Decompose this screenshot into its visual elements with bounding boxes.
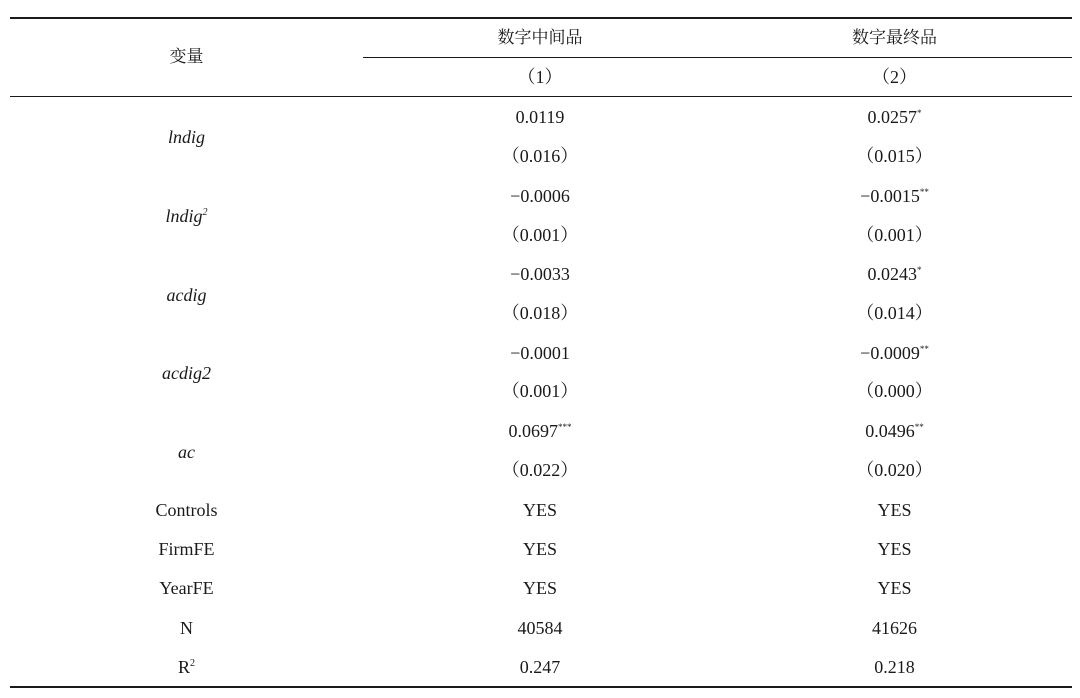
row-variable-acdig: acdig — [166, 285, 207, 305]
se-cell: （0.022） — [501, 460, 579, 480]
header-sub-rule — [363, 57, 1072, 58]
header-col1-title: 数字中间品 — [497, 28, 583, 48]
table-bottom-rule — [10, 686, 1072, 688]
coef-cell: 0.0496** — [865, 421, 924, 441]
coef-cell: 0.0697*** — [508, 421, 572, 441]
se-cell: （0.001） — [856, 225, 933, 245]
footer-cell: 41626 — [872, 618, 917, 638]
row-variable-lndig: lndig — [167, 127, 205, 147]
row-variable-ac: ac — [178, 442, 195, 462]
header-col2-number: （2） — [872, 67, 917, 87]
se-cell: （0.020） — [856, 460, 933, 480]
footer-cell: YES — [522, 539, 557, 559]
se-cell: （0.014） — [856, 303, 933, 323]
row-variable-lndig-squared: lndig$^2$ — [165, 206, 208, 226]
se-cell: （0.016） — [501, 146, 579, 166]
footer-label-yearfe: YearFE — [159, 578, 214, 598]
coef-cell: −0.0006 — [510, 186, 570, 206]
footer-cell: 0.218 — [874, 657, 915, 677]
se-cell: （0.015） — [856, 146, 933, 166]
row-variable-acdig2: acdig2 — [162, 363, 211, 383]
header-variable: 变量 — [169, 47, 204, 67]
coef-cell: −0.0009** — [860, 343, 929, 363]
footer-cell: 0.247 — [519, 657, 561, 677]
footer-cell: YES — [877, 500, 912, 520]
header-col1-number: （1） — [517, 67, 563, 87]
footer-cell: YES — [877, 539, 912, 559]
coef-cell: 0.0119 — [515, 107, 565, 127]
se-cell: （0.001） — [501, 225, 579, 245]
se-cell: （0.000） — [856, 381, 933, 401]
footer-cell: 40584 — [517, 618, 563, 638]
footer-label-r-squared: $R^2$ — [177, 657, 195, 677]
footer-cell: YES — [522, 500, 557, 520]
coef-cell: 0.0257* — [867, 107, 922, 127]
header-bottom-rule — [10, 96, 1072, 97]
coef-cell: −0.0015** — [860, 186, 929, 206]
header-col2-title: 数字最终品 — [852, 28, 937, 48]
footer-cell: YES — [877, 578, 912, 598]
coef-cell: 0.0243* — [867, 264, 922, 284]
table-top-rule — [10, 17, 1072, 19]
se-cell: （0.018） — [501, 303, 579, 323]
footer-label-controls: Controls — [155, 500, 218, 520]
regression-table — [10, 0, 1072, 698]
footer-label-firmfe: FirmFE — [158, 539, 215, 559]
footer-label-n: N — [180, 618, 193, 638]
se-cell: （0.001） — [501, 381, 579, 401]
coef-cell: −0.0033 — [510, 264, 570, 284]
footer-cell: YES — [522, 578, 557, 598]
coef-cell: −0.0001 — [510, 343, 570, 363]
